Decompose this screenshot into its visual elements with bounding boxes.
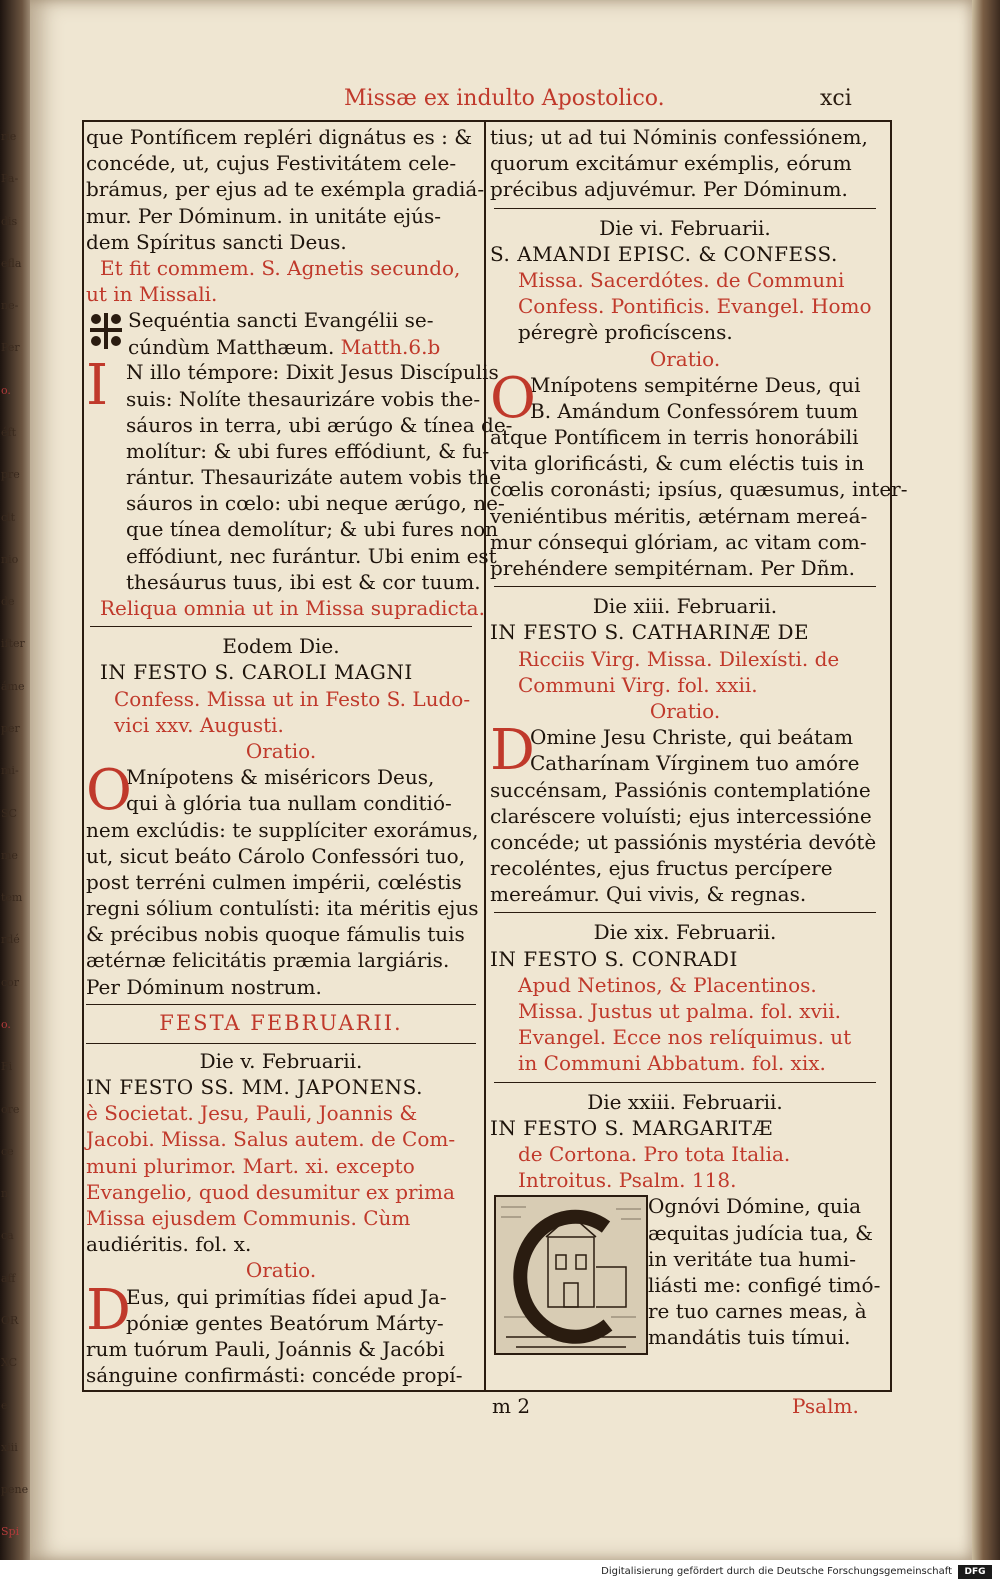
- amandi-oratio: [490, 365, 908, 582]
- fleuron-ornament-icon: [86, 309, 126, 353]
- drop-cap-o: O: [490, 365, 536, 431]
- text-line: Apud Netinos, & Placentinos.: [518, 972, 817, 997]
- neighbor-fragment: rie: [1, 130, 17, 143]
- text-line: & précibus nobis quoque fámulis tuis: [86, 922, 465, 947]
- neighbor-fragment: pre: [1, 468, 20, 482]
- signature-mark: m 2: [492, 1394, 531, 1418]
- book-edge-right: [972, 0, 1000, 1560]
- catharinae-heading: [490, 593, 880, 724]
- drop-cap-d: D: [490, 718, 535, 784]
- text-line: IN FESTO S. MARGARITÆ: [490, 1115, 773, 1140]
- section-rule: [490, 581, 880, 593]
- text-line: Per Dóminum nostrum.: [86, 974, 322, 999]
- text-line: Die v. Februarii.: [199, 1048, 363, 1073]
- gospel-block: [86, 353, 513, 621]
- neighbor-fragment: áme: [1, 679, 25, 693]
- section-rule: [490, 907, 880, 919]
- text-line: Confess. Missa ut in Festo S. Ludo-: [114, 686, 471, 711]
- text-line: Oratio.: [245, 1258, 317, 1283]
- text-line: Reliqua omnia ut in Missa supradicta.: [100, 596, 485, 620]
- text-line: Oratio.: [649, 346, 721, 371]
- section-rule: [490, 1077, 880, 1089]
- neighbor-fragment: xiii: [1, 1440, 18, 1454]
- text-line: nem exclúdis: te supplíciter exorámus,: [86, 817, 479, 842]
- neighbor-fragment: tem: [1, 891, 23, 905]
- text-line: ut in Missali.: [86, 282, 218, 307]
- page-number: xci: [820, 86, 852, 111]
- text-line: regni sólium contulísti: ita méritis ejus: [86, 896, 479, 921]
- neighbor-fragment: pene: [1, 1483, 29, 1497]
- text-line: Communi Virg. fol. xxii.: [518, 672, 758, 697]
- neighbor-fragment: cor: [1, 975, 20, 989]
- column-divider: [484, 120, 486, 1390]
- text-line: molítur: & ubi fures effódiunt, & fu-: [126, 438, 490, 463]
- text-line: Mnípotens sempitérne Deus, qui: [530, 372, 861, 397]
- text-line: tius; ut ad tui Nóminis confessiónem,: [490, 125, 868, 149]
- text-line: mandátis tuis tímui.: [648, 1325, 851, 1350]
- text-line: thesáurus tuus, ibi est & cor tuum.: [126, 569, 481, 594]
- running-head: Missæ ex indulto Apostolico.: [344, 86, 665, 111]
- text-line: Missa. Sacerdótes. de Communi: [518, 267, 845, 292]
- text-line: Et fit commem. S. Agnetis secundo,: [100, 255, 461, 280]
- neighbor-fragment: o.: [1, 383, 11, 397]
- text-line: veniéntibus méritis, ætérnam mereá-: [490, 503, 868, 528]
- text-line: mur cónsequi glóriam, ac vitam com-: [490, 529, 867, 554]
- footer-credit: Digitalisierung gefördert durch die Deutsche Forschungsgemeinschaft: [601, 1566, 952, 1577]
- text-line: Sequéntia sancti Evangélii se-: [128, 308, 434, 333]
- text-line: Missa ejusdem Communis. Cùm: [86, 1205, 411, 1230]
- text-line: quorum excitámur exémplis, eórum: [490, 151, 852, 176]
- left-opening-paragraph: [86, 124, 485, 307]
- text-line: IN FESTO SS. MM. JAPONENS.: [86, 1075, 424, 1099]
- catharinae-oratio: [490, 718, 880, 907]
- text-line: IN FESTO S. CATHARINÆ DE: [490, 620, 810, 645]
- text-line: Eodem Die.: [222, 634, 340, 659]
- neighbor-fragment: dis: [1, 214, 18, 228]
- carolus-oratio: [86, 758, 479, 1000]
- text-line: ut, sicut beáto Cárolo Confessóri tuo,: [86, 843, 466, 868]
- text-line: concéde, ut, cujus Festivitátem cele-: [86, 151, 457, 176]
- text-line: re tuo carnes meas, à: [648, 1299, 867, 1324]
- text-line: atque Pontíficem in terris honorábili: [490, 425, 859, 450]
- text-line: Die xxiii. Februarii.: [587, 1089, 783, 1114]
- neighbor-fragment: de: [1, 595, 15, 609]
- left-column: [86, 124, 513, 1388]
- drop-cap-o: O: [86, 758, 132, 824]
- neighbor-fragment: me: [1, 848, 18, 862]
- neighbor-page-fragments: [0, 0, 30, 1560]
- text-line: Omine Jesu Christe, qui beátam: [530, 725, 854, 750]
- text-line: cœlis coronásti; ipsíus, quæsumus, inter-: [490, 477, 908, 502]
- text-line: suis: Nolíte thesaurizáre vobis the-: [126, 386, 481, 411]
- text-line: S. AMANDI EPISC. & CONFESS.: [490, 241, 838, 266]
- neighbor-fragment: Pa-: [1, 172, 19, 186]
- neighbor-fragment: Spi: [1, 1525, 20, 1539]
- text-line: Evangelio, quod desumitur ex prima: [86, 1179, 455, 1204]
- text-line: æquitas judícia tua, &: [648, 1220, 873, 1245]
- drop-cap-d: D: [86, 1277, 131, 1343]
- carolus-heading: [86, 633, 476, 764]
- neighbor-fragment: o.: [1, 1018, 11, 1031]
- festa-februarii-heading: FESTA FEBRUARII.: [86, 1004, 476, 1044]
- text-line: Eus, qui primítias fídei apud Ja-: [126, 1284, 447, 1309]
- illuminated-initial-c: [494, 1195, 648, 1355]
- text-line: rum tuórum Pauli, Joánnis & Jacóbi: [86, 1336, 445, 1361]
- text-line: Ricciis Virg. Missa. Dilexísti. de: [518, 646, 840, 671]
- text-line: Mnípotens & miséricors Deus,: [126, 765, 435, 790]
- neighbor-fragment: Fi: [1, 1060, 13, 1074]
- japonens-oratio: [86, 1277, 476, 1389]
- text-line: sáuros in cœlo: ubi neque ærúgo, ne-: [126, 491, 505, 516]
- text-line: brámus, per ejus ad te exémpla gradiá-: [86, 177, 485, 202]
- text-line: qui à glória tua nullam conditió-: [126, 791, 452, 816]
- text-line: claréscere voluísti; ejus intercessióne: [490, 803, 872, 828]
- section-rule: [86, 621, 476, 633]
- text-line: sánguine confirmásti: concéde propí-: [86, 1363, 463, 1388]
- text-line: Confess. Pontificis. Evangel. Homo: [518, 294, 872, 319]
- amandi-heading: [490, 215, 880, 372]
- neighbor-fragment: mi-: [1, 764, 19, 778]
- text-line: Evangel. Ecce nos relíquimus. ut: [518, 1025, 852, 1050]
- text-line: de Cortona. Pro tota Italia.: [518, 1141, 791, 1166]
- neighbor-fragment: ifter: [1, 637, 25, 651]
- neighbor-fragment: ca: [1, 1229, 14, 1243]
- text-line: que tínea demolítur; & ubi fures non: [126, 517, 499, 542]
- neighbor-fragment: OR: [1, 1314, 19, 1327]
- sequentia-heading: [86, 307, 476, 359]
- text-line: Oratio.: [245, 738, 317, 763]
- text-line: Die vi. Februarii.: [599, 215, 771, 240]
- text-line: póniæ gentes Beatórum Márty-: [126, 1310, 444, 1335]
- text-line: B. Amándum Confessórem tuum: [530, 398, 859, 423]
- text-line: Die xiii. Februarii.: [592, 594, 778, 619]
- section-rule: [490, 203, 880, 215]
- neighbor-fragment: aff: [1, 1271, 16, 1285]
- text-line: Oratio.: [649, 698, 721, 723]
- neighbor-fragment: clt: [1, 510, 16, 524]
- neighbor-fragment: nio: [1, 552, 19, 566]
- text-line: muni plurimor. Mart. xi. excepto: [86, 1153, 415, 1178]
- neighbor-fragment: rdé: [1, 933, 20, 947]
- text-line: prehéndere sempitérnam. Per Dñm.: [490, 556, 855, 580]
- text-line: audiéritis. fol. x.: [86, 1232, 252, 1257]
- text-line: mereámur. Qui vivis, & regnas.: [490, 882, 807, 907]
- text-line: in veritáte tua humi-: [648, 1246, 856, 1271]
- text-line: Missa. Justus ut palma. fol. xvii.: [518, 999, 842, 1023]
- text-line: mur. Per Dóminum. in unitáte ejús-: [86, 203, 442, 228]
- neighbor-fragment: éft: [1, 426, 17, 439]
- neighbor-fragment: XC: [1, 1356, 18, 1370]
- neighbor-fragment: ore: [1, 1102, 20, 1116]
- woodcut-building-icon: [496, 1197, 646, 1353]
- text-line: Jacobi. Missa. Salus autem. de Com-: [86, 1127, 456, 1152]
- neighbor-fragment: ce: [1, 1144, 14, 1158]
- text-line: concéde; ut passiónis mystéria devótè: [490, 829, 877, 854]
- neighbor-fragment: n: [1, 1187, 9, 1201]
- drop-cap-i: I: [86, 353, 109, 419]
- neighbor-fragment: efla: [1, 256, 22, 270]
- text-line: liásti me: configé timó-: [648, 1272, 881, 1297]
- text-line: que Pontíficem repléri dignátus es : &: [86, 125, 473, 149]
- text-line: effódiunt, nec furántur. Ubi enim est: [126, 543, 497, 568]
- text-line: Introitus. Psalm. 118.: [518, 1168, 737, 1193]
- neighbor-fragment: SC: [1, 806, 17, 820]
- text-line: Catharínam Vírginem tuo amóre: [530, 751, 860, 776]
- text-line: Ognóvi Dómine, quia: [648, 1194, 862, 1219]
- text-line: ætérnæ felicitátis præmia largiáris.: [86, 948, 450, 973]
- text-line: péregrè proficíscens.: [518, 320, 733, 345]
- text-line: è Societat. Jesu, Pauli, Joannis &: [86, 1101, 418, 1126]
- text-line: rántur. Thesaurizáte autem vobis the: [126, 465, 502, 490]
- text-line: succénsam, Passiónis contemplatióne: [490, 777, 871, 802]
- text-line: post terréni culmen impérii, cœléstis: [86, 869, 462, 894]
- neighbor-fragment: e: [1, 1398, 8, 1412]
- text-line: N illo témpore: Dixit Jesus Discípulis: [126, 360, 499, 385]
- text-line: précibus adjuvémur. Per Dóminum.: [490, 177, 848, 202]
- text-line: IN FESTO S. CONRADI: [490, 946, 738, 971]
- neighbor-fragment: Per: [1, 341, 20, 355]
- catchword: Psalm.: [792, 1394, 859, 1418]
- margarita-heading: [490, 1089, 880, 1194]
- introit-block: [490, 1193, 880, 1357]
- dfg-logo: DFG: [958, 1565, 992, 1579]
- neighbor-fragment: ne-: [1, 299, 19, 313]
- text-line: in Communi Abbatum. fol. xix.: [518, 1051, 826, 1076]
- conradi-heading: [490, 919, 880, 1076]
- text-line: IN FESTO S. CAROLI MAGNI: [100, 660, 413, 685]
- text-line: vita glorificásti, & cum eléctis tuis in: [490, 451, 865, 476]
- neighbor-fragment: per: [1, 722, 20, 735]
- text-line: Die xix. Februarii.: [593, 920, 777, 945]
- japonens-heading: [86, 1048, 476, 1284]
- right-column: [490, 124, 908, 1357]
- text-line: vici xxv. Augusti.: [114, 712, 284, 737]
- text-line: recoléntes, ejus fructus percípere: [490, 856, 833, 881]
- text-line: cúndùm Matthæum. Matth.6.b: [128, 334, 441, 359]
- text-line: sáuros in terra, ubi ærúgo & tínea de-: [126, 412, 513, 437]
- text-line: dem Spíritus sancti Deus.: [86, 229, 347, 254]
- right-opening-paragraph: [490, 124, 880, 203]
